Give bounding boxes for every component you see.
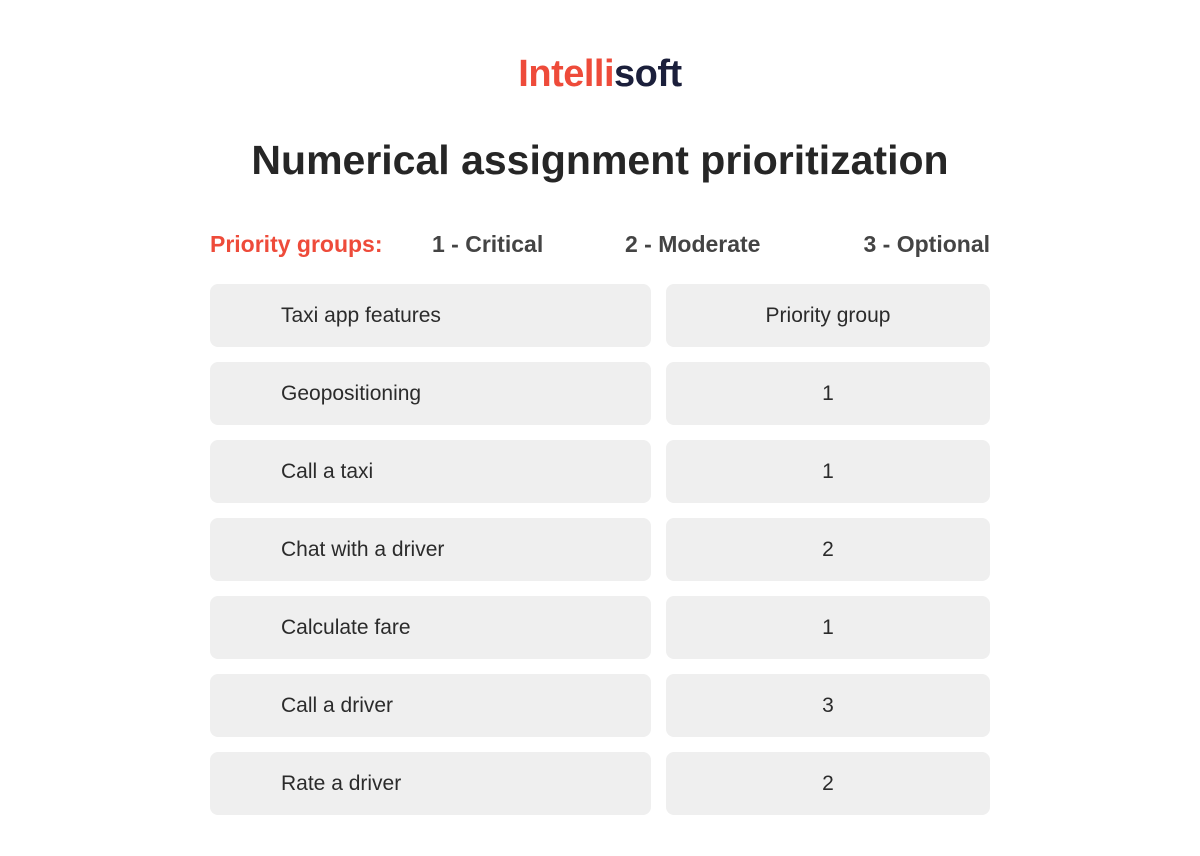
header-priority: Priority group: [666, 284, 990, 347]
table-row: [210, 362, 990, 425]
priority-cell: 3: [666, 674, 990, 737]
priority-cell: 1: [666, 596, 990, 659]
logo-part-soft: soft: [614, 53, 682, 95]
priority-legend: [210, 228, 990, 260]
priority-cell: 2: [666, 518, 990, 581]
priority-cell: 1: [666, 440, 990, 503]
table-row: [210, 752, 990, 815]
priority-cell: 1: [666, 362, 990, 425]
feature-cell: Call a taxi: [210, 440, 651, 503]
priority-cell: 2: [666, 752, 990, 815]
legend-label: Priority groups:: [210, 231, 383, 257]
table-row: [210, 518, 990, 581]
priority-table: [210, 284, 990, 830]
feature-cell: Calculate fare: [210, 596, 651, 659]
logo-part-intelli: Intelli: [518, 53, 615, 95]
legend-group-critical: 1 - Critical: [432, 231, 544, 257]
brand-logo: [0, 52, 1200, 96]
page-title: Numerical assignment prioritization: [251, 137, 949, 183]
feature-cell: Geopositioning: [210, 362, 651, 425]
header-feature: Taxi app features: [210, 284, 651, 347]
feature-cell: Rate a driver: [210, 752, 651, 815]
table-row: [210, 674, 990, 737]
feature-cell: Call a driver: [210, 674, 651, 737]
legend-group-moderate: 2 - Moderate: [625, 231, 761, 257]
table-header-row: [210, 284, 990, 347]
feature-cell: Chat with a driver: [210, 518, 651, 581]
legend-group-optional: 3 - Optional: [863, 231, 990, 257]
table-row: [210, 596, 990, 659]
table-row: [210, 440, 990, 503]
